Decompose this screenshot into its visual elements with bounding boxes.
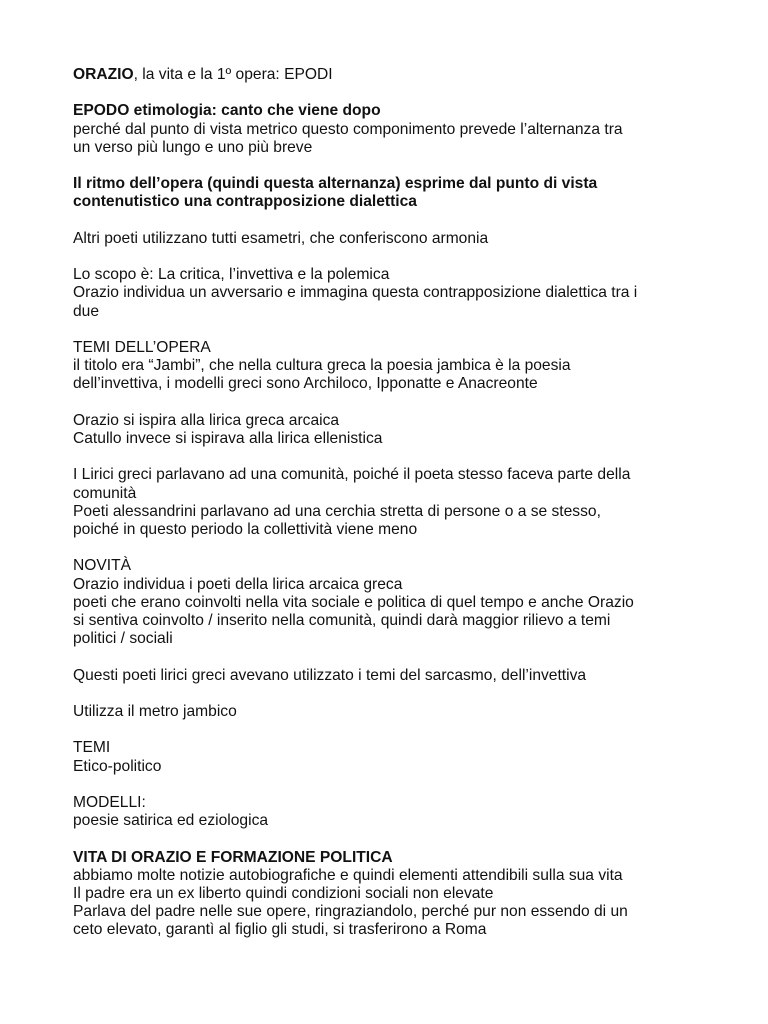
paragraph-line: abbiamo molte notizie autobiografiche e quindi elementi attendibili sulla sua vita bbox=[73, 866, 623, 884]
paragraph-line: Orazio si ispira alla lirica greca arcaica bbox=[73, 411, 340, 429]
paragraph-line: Questi poeti lirici greci avevano utilizzato i temi del sarcasmo, dell’invettiva bbox=[73, 666, 587, 684]
paragraph-line: un verso più lungo e uno più breve bbox=[73, 138, 313, 156]
paragraph-line: due bbox=[73, 302, 100, 320]
paragraph-line: poesie satirica ed eziologica bbox=[73, 812, 269, 830]
epodo-heading: EPODO etimologia: canto che viene dopo bbox=[73, 102, 381, 120]
paragraph-line: Orazio individua i poeti della lirica arcaica greca bbox=[73, 575, 403, 593]
paragraph-line: Il padre era un ex liberto quindi condizioni sociali non elevate bbox=[73, 884, 494, 902]
paragraph-line: si sentiva coinvolto / inserito nella comunità, quindi darà maggior rilievo a temi bbox=[73, 611, 611, 629]
ritmo-section bbox=[73, 175, 713, 211]
paragraph-line: Poeti alessandrini parlavano ad una cerchia stretta di persone o a se stesso, bbox=[73, 502, 601, 520]
altri-section bbox=[73, 230, 713, 248]
temi-section bbox=[73, 739, 713, 775]
lirici-section bbox=[73, 466, 713, 539]
paragraph-line: poiché in questo periodo la collettività viene meno bbox=[73, 520, 418, 538]
temi-opera-section bbox=[73, 339, 713, 394]
paragraph-line: ceto elevato, garantì al figlio gli studi, si trasferirono a Roma bbox=[73, 921, 487, 939]
paragraph-line: politici / sociali bbox=[73, 630, 173, 648]
vita-section bbox=[73, 849, 713, 940]
paragraph-line: Orazio individua un avversario e immagina questa contrapposizione dialettica tra i bbox=[73, 284, 638, 302]
paragraph-line: Utilizza il metro jambico bbox=[73, 702, 237, 720]
paragraph-line: Lo scopo è: La critica, l’invettiva e la polemica bbox=[73, 266, 390, 284]
epodo-section bbox=[73, 102, 713, 157]
paragraph-line: Catullo invece si ispirava alla lirica ellenistica bbox=[73, 429, 383, 447]
section-heading: TEMI bbox=[73, 739, 111, 757]
paragraph-line: poeti che erano coinvolti nella vita sociale e politica di quel tempo e anche Orazio bbox=[73, 593, 634, 611]
scopo-section bbox=[73, 266, 713, 321]
lirica-section bbox=[73, 412, 713, 448]
paragraph-line: Altri poeti utilizzano tutti esametri, che conferiscono armonia bbox=[73, 229, 489, 247]
section-heading: TEMI DELL’OPERA bbox=[73, 338, 211, 356]
document-title bbox=[73, 66, 713, 84]
paragraph-line: comunità bbox=[73, 484, 137, 502]
ritmo-line: contenutistico una contrapposizione dialettica bbox=[73, 193, 417, 211]
questi-section bbox=[73, 667, 713, 685]
paragraph-line: I Lirici greci parlavano ad una comunità, poiché il poeta stesso faceva parte della bbox=[73, 466, 631, 484]
section-heading: MODELLI: bbox=[73, 793, 146, 811]
paragraph-line: perché dal punto di vista metrico questo componimento prevede l’alternanza tra bbox=[73, 120, 623, 138]
document-page bbox=[73, 66, 713, 940]
modelli-section bbox=[73, 794, 713, 830]
vita-heading: VITA DI ORAZIO E FORMAZIONE POLITICA bbox=[73, 848, 393, 866]
paragraph-line: Etico-politico bbox=[73, 757, 162, 775]
paragraph-line: il titolo era “Jambi”, che nella cultura greca la poesia jambica è la poesia bbox=[73, 357, 571, 375]
title-bold: ORAZIO bbox=[73, 66, 134, 83]
title-rest: , la vita e la 1º opera: EPODI bbox=[133, 66, 333, 83]
ritmo-line: Il ritmo dell’opera (quindi questa alternanza) esprime dal punto di vista bbox=[73, 175, 598, 193]
paragraph-line: Parlava del padre nelle sue opere, ringraziandolo, perché pur non essendo di un bbox=[73, 903, 628, 921]
novita-section bbox=[73, 557, 713, 648]
paragraph-line: dell’invettiva, i modelli greci sono Archiloco, Ipponatte e Anacreonte bbox=[73, 375, 538, 393]
section-heading: NOVITÀ bbox=[73, 557, 132, 575]
metro-section bbox=[73, 703, 713, 721]
